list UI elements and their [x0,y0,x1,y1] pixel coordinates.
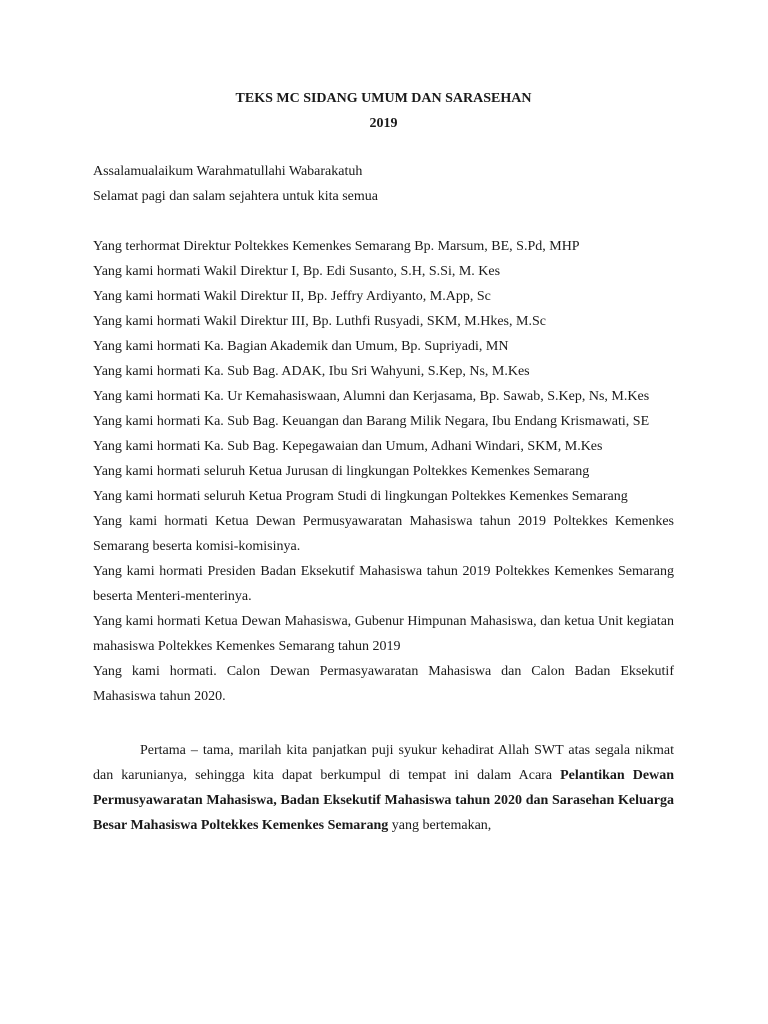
honorific-line: Yang kami hormati Ka. Ur Kemahasiswaan, Alumni dan Kerjasama, Bp. Sawab, S.Kep, Ns, M.Kes [93,389,650,404]
paragraph-text-start: Pertama – tama, marilah kita panjatkan puji syukur kehadirat Allah SWT atas segala nikmat dan karunianya, sehingga kita dapat berkumpul di tempat ini dalam Acara [93,743,674,783]
document-page [93,86,674,838]
honorific-line: Yang kami hormati Ka. Bagian Akademik dan Umum, Bp. Supriyadi, MN [93,339,509,354]
honorific-line: Yang terhormat Direktur Poltekkes Kemenkes Semarang Bp. Marsum, BE, S.Pd, MHP [93,239,580,254]
event-name-bold: Pelantikan Dewan Permusyawaratan Mahasiswa, Badan Eksekutif Mahasiswa tahun 2020 dan Sarasehan Keluarga Besar Mahasiswa Poltekkes Kemenkes Semarang [93,768,674,833]
honorific-line: Yang kami hormati Wakil Direktur I, Bp. Edi Susanto, S.H, S.Si, M. Kes [93,264,501,279]
honorific-line: Yang kami hormati Ketua Dewan Mahasiswa, Gubenur Himpunan Mahasiswa, dan ketua Unit kegiatan mahasiswa Poltekkes Kemenkes Semarang tahun 2019 [93,614,674,654]
honorific-line: Yang kami hormati Ka. Sub Bag. Keuangan dan Barang Milik Negara, Ibu Endang Krismawati, SE [93,414,650,429]
honorific-line: Yang kami hormati Ketua Dewan Permusyawaratan Mahasiswa tahun 2019 Poltekkes Kemenkes Semarang beserta komisi-komisinya. [93,514,674,554]
document-title-line2: 2019 [369,116,398,131]
greeting-line-1: Assalamualaikum Warahmatullahi Wabarakatuh [93,164,363,179]
greeting-line-2: Selamat pagi dan salam sejahtera untuk kita semua [93,189,378,204]
opening-paragraph [93,738,674,838]
document-title-line1: TEKS MC SIDANG UMUM DAN SARASEHAN [235,91,532,106]
paragraph-text-end: yang bertemakan, [388,818,492,833]
honorific-line: Yang kami hormati Ka. Sub Bag. Kepegawaian dan Umum, Adhani Windari, SKM, M.Kes [93,439,603,454]
honorific-line: Yang kami hormati Ka. Sub Bag. ADAK, Ibu Sri Wahyuni, S.Kep, Ns, M.Kes [93,364,530,379]
honorific-line: Yang kami hormati Wakil Direktur II, Bp. Jeffry Ardiyanto, M.App, Sc [93,289,491,304]
honorific-line: Yang kami hormati seluruh Ketua Program Studi di lingkungan Poltekkes Kemenkes Semarang [93,489,628,504]
honorific-line: Yang kami hormati Presiden Badan Eksekutif Mahasiswa tahun 2019 Poltekkes Kemenkes Semarang beserta Menteri-menterinya. [93,564,674,604]
honorific-line: Yang kami hormati Wakil Direktur III, Bp. Luthfi Rusyadi, SKM, M.Hkes, M.Sc [93,314,546,329]
honorific-line: Yang kami hormati. Calon Dewan Permasyawaratan Mahasiswa dan Calon Badan Eksekutif Mahasiswa tahun 2020. [93,664,674,704]
honorific-line: Yang kami hormati seluruh Ketua Jurusan di lingkungan Poltekkes Kemenkes Semarang [93,464,590,479]
